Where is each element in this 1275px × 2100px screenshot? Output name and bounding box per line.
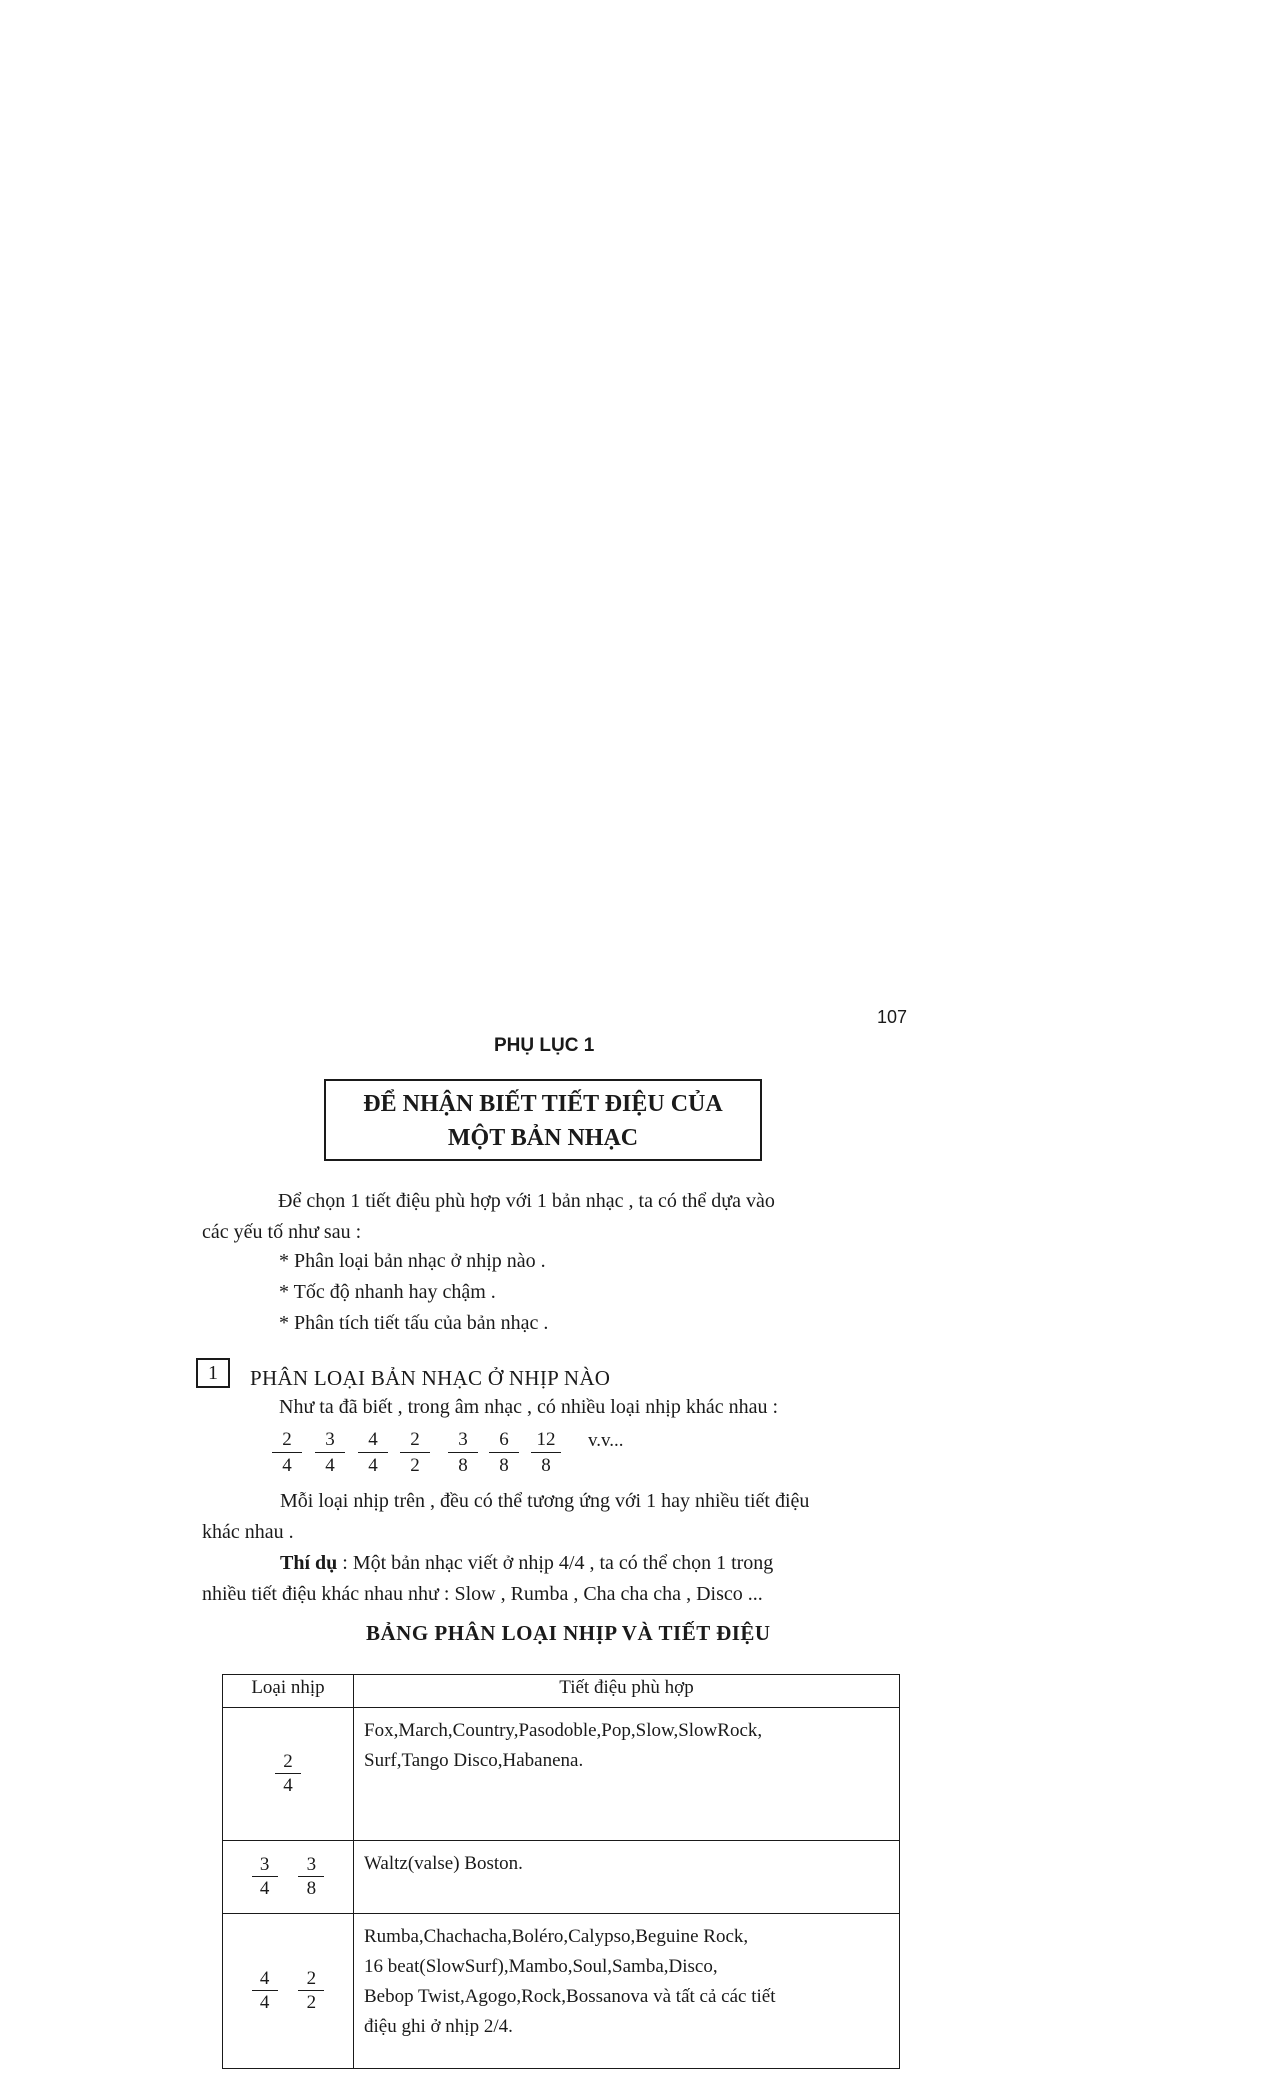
time-signature-denominator: 4: [259, 1877, 270, 1899]
time-signature-numerator: 6: [489, 1428, 519, 1453]
example-label: Thí dụ: [280, 1552, 338, 1574]
time-signature-numerator: 2: [400, 1428, 430, 1453]
time-signature-denominator: 4: [368, 1455, 378, 1476]
time-signature: [252, 1854, 278, 1901]
section-paragraph: [202, 1486, 922, 1610]
bullet-item: * Phân tích tiết tấu của bản nhạc .: [279, 1312, 549, 1334]
bullet-list: [279, 1246, 548, 1339]
rhythm-line: Rumba,Chachacha,Boléro,Calypso,Beguine Rock,: [364, 1926, 749, 1947]
paragraph-line: khác nhau .: [202, 1521, 294, 1543]
table-row: [223, 1708, 900, 1841]
rhythm-cell: [354, 1914, 900, 2069]
time-signature-numerator: 2: [272, 1428, 302, 1453]
time-signature-denominator: 4: [259, 1991, 270, 2013]
example-line: [202, 1548, 922, 1579]
time-signature: [298, 1968, 324, 2015]
time-signature-denominator: 4: [283, 1774, 293, 1796]
intro-line-1: Để chọn 1 tiết điệu phù hợp với 1 bản nhạc , ta có thể dựa vào: [278, 1190, 775, 1212]
title-line-2: MỘT BẢN NHẠC: [447, 1125, 639, 1151]
time-signature-denominator: 8: [458, 1455, 468, 1476]
time-signature-denominator: 8: [499, 1455, 509, 1476]
time-signature: [448, 1428, 478, 1479]
rhythm-line: Fox,March,Country,Pasodoble,Pop,Slow,SlowRock,: [364, 1720, 763, 1741]
time-signature-denominator: 2: [306, 1991, 317, 2013]
time-signature-denominator: 4: [325, 1455, 335, 1476]
rhythm-cell: [354, 1708, 900, 1841]
table-header-row: [223, 1675, 900, 1708]
time-signature-denominator: 8: [306, 1877, 317, 1899]
page-number: 107: [877, 1007, 908, 1027]
time-signature: [252, 1968, 278, 2015]
rhythm-line: Bebop Twist,Agogo,Rock,Bossanova và tất cả các tiết: [364, 1986, 776, 2007]
table-title: BẢNG PHÂN LOẠI NHỊP VÀ TIẾT ĐIỆU: [366, 1621, 771, 1645]
time-signature: [315, 1428, 345, 1479]
time-signature: [272, 1428, 302, 1479]
section-title: PHÂN LOẠI BẢN NHẠC Ở NHỊP NÀO: [250, 1366, 611, 1390]
time-signature-denominator: 4: [282, 1455, 292, 1476]
time-signature-numerator: 12: [531, 1428, 561, 1453]
rhythm-line: điệu ghi ở nhịp 2/4.: [364, 2016, 513, 2037]
meter-cell: [223, 1708, 354, 1841]
bullet-item: * Tốc độ nhanh hay chậm .: [279, 1281, 496, 1303]
table-header: Loại nhịp: [223, 1675, 354, 1708]
time-signature: [400, 1428, 430, 1479]
time-signature-numerator: 3: [448, 1428, 478, 1453]
time-signature-numerator: 3: [298, 1854, 324, 1877]
table-row: [223, 1914, 900, 2069]
time-signature-denominator: 2: [410, 1455, 420, 1476]
meter-rhythm-table: [222, 1674, 900, 2069]
time-signature: [531, 1428, 561, 1479]
intro-line-2: các yếu tố như sau :: [202, 1221, 362, 1243]
time-signature-numerator: 4: [252, 1968, 278, 1991]
etc-label: v.v...: [588, 1430, 624, 1451]
rhythm-cell: [354, 1841, 900, 1914]
paragraph-line: Mỗi loại nhịp trên , đều có thể tương ứng với 1 hay nhiều tiết điệu: [280, 1490, 810, 1512]
example-line-2: nhiều tiết điệu khác nhau như : Slow , Rumba , Cha cha cha , Disco ...: [202, 1583, 763, 1605]
title-line-1: ĐỂ NHẬN BIẾT TIẾT ĐIỆU CỦA: [363, 1091, 723, 1117]
section-number-box: 1: [196, 1358, 230, 1388]
time-signature-numerator: 2: [298, 1968, 324, 1991]
time-signature-numerator: 3: [315, 1428, 345, 1453]
example-text: : Một bản nhạc viết ở nhịp 4/4 , ta có thể chọn 1 trong: [337, 1552, 774, 1574]
rhythm-line: 16 beat(SlowSurf),Mambo,Soul,Samba,Disco,: [364, 1956, 718, 1977]
title-box: [324, 1079, 762, 1161]
time-signature-numerator: 3: [252, 1854, 278, 1877]
time-signature-numerator: 4: [358, 1428, 388, 1453]
section-intro-line: Như ta đã biết , trong âm nhạc , có nhiều loại nhịp khác nhau :: [279, 1396, 779, 1418]
time-signature: [358, 1428, 388, 1479]
time-signature-denominator: 8: [541, 1455, 551, 1476]
time-signature: [275, 1751, 301, 1798]
time-signature: [298, 1854, 324, 1901]
bullet-item: * Phân loại bản nhạc ở nhịp nào .: [279, 1250, 546, 1272]
intro-paragraph: [202, 1186, 922, 1248]
time-signature-numerator: 2: [275, 1751, 301, 1774]
meter-cell: [223, 1841, 354, 1914]
rhythm-line: Surf,Tango Disco,Habanena.: [364, 1750, 584, 1771]
table-row: [223, 1841, 900, 1914]
table-header: Tiết điệu phù hợp: [354, 1675, 900, 1708]
rhythm-line: Waltz(valse) Boston.: [364, 1853, 523, 1874]
meter-cell: [223, 1914, 354, 2069]
time-signature: [489, 1428, 519, 1479]
appendix-label: PHỤ LỤC 1: [494, 1035, 595, 1056]
